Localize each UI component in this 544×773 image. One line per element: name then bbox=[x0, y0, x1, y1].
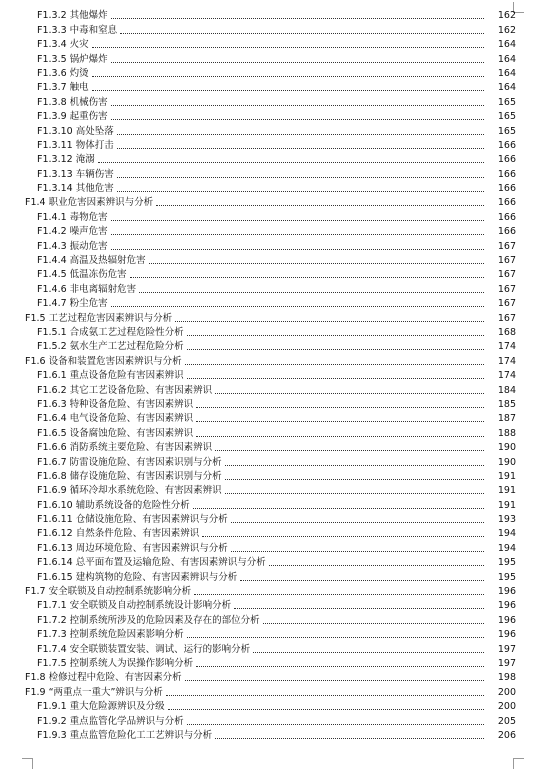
toc-entry-title: F1.9.2 重点监管化学品辨识与分析 bbox=[37, 715, 184, 727]
dot-leader bbox=[215, 738, 484, 739]
toc-entry-title: F1.3.3 中毒和窒息 bbox=[37, 24, 118, 36]
toc-entry-title: F1.3.11 物体打击 bbox=[37, 139, 114, 151]
dot-leader bbox=[234, 608, 484, 609]
toc-entry-title: F1.4.7 粉尘危害 bbox=[37, 298, 108, 310]
toc-entry[interactable] bbox=[0, 568, 544, 582]
toc-entry[interactable] bbox=[0, 511, 544, 525]
toc-entry-page-number: 164 bbox=[497, 39, 516, 51]
dot-leader bbox=[231, 522, 484, 523]
dot-leader bbox=[225, 493, 484, 494]
toc-entry-title: F1.4.6 非电离辐射危害 bbox=[37, 283, 137, 295]
toc-entry[interactable] bbox=[0, 640, 544, 654]
dot-leader bbox=[166, 695, 484, 696]
dot-leader bbox=[156, 205, 484, 206]
toc-entry[interactable] bbox=[0, 65, 544, 79]
dot-leader bbox=[98, 162, 484, 163]
dot-leader bbox=[240, 580, 484, 581]
toc-entry-title: F1.9.3 重点监管危险化工工艺辨识与分析 bbox=[37, 729, 213, 741]
toc-entry-title: F1.9.1 重大危险源辨识及分级 bbox=[37, 701, 165, 713]
toc-entry[interactable] bbox=[0, 237, 544, 251]
dot-leader bbox=[187, 724, 484, 725]
toc-entry[interactable] bbox=[0, 309, 544, 323]
toc-entry[interactable] bbox=[0, 338, 544, 352]
toc-entry[interactable] bbox=[0, 698, 544, 712]
toc-entry-page-number: 184 bbox=[497, 384, 516, 396]
toc-entry-page-number: 194 bbox=[497, 528, 516, 540]
toc-entry-page-number: 195 bbox=[497, 571, 516, 583]
toc-entry-title: F1.7.3 控制系统危险因素影响分析 bbox=[37, 629, 184, 641]
toc-entry[interactable] bbox=[0, 468, 544, 482]
toc-entry[interactable] bbox=[0, 79, 544, 93]
toc-entry[interactable] bbox=[0, 122, 544, 136]
toc-entry-page-number: 166 bbox=[497, 226, 516, 238]
toc-entry-page-number: 191 bbox=[497, 499, 516, 511]
toc-entry-page-number: 187 bbox=[497, 413, 516, 425]
dot-leader bbox=[187, 349, 484, 350]
toc-entry[interactable] bbox=[0, 453, 544, 467]
toc-entry-title: F1.4.1 毒物危害 bbox=[37, 211, 108, 223]
toc-entry[interactable] bbox=[0, 7, 544, 21]
toc-entry-title: F1.3.9 起重伤害 bbox=[37, 111, 108, 123]
toc-entry-page-number: 166 bbox=[497, 139, 516, 151]
toc-entry-title: F1.3.12 淹溺 bbox=[37, 154, 95, 166]
toc-entry-page-number: 196 bbox=[497, 629, 516, 641]
toc-entry[interactable] bbox=[0, 424, 544, 438]
toc-entry-page-number: 166 bbox=[497, 154, 516, 166]
toc-entry[interactable] bbox=[0, 223, 544, 237]
toc-entry-title: F1.3.6 灼烫 bbox=[37, 67, 89, 79]
toc-entry-page-number: 200 bbox=[497, 701, 516, 713]
toc-entry[interactable] bbox=[0, 295, 544, 309]
toc-entry-title: F1.3.2 其他爆炸 bbox=[37, 10, 108, 22]
toc-entry-title: F1.6.9 循环冷却水系统危险、有害因素辨识 bbox=[37, 485, 222, 497]
toc-entry-page-number: 191 bbox=[497, 470, 516, 482]
page-corner-mark bbox=[22, 758, 33, 769]
dot-leader bbox=[111, 234, 484, 235]
toc-entry-title: F1.3.4 火灾 bbox=[37, 39, 89, 51]
toc-entry-title: F1.6.10 辅助系统设备的危险性分析 bbox=[37, 499, 190, 511]
toc-entry[interactable] bbox=[0, 108, 544, 122]
toc-entry-page-number: 166 bbox=[497, 183, 516, 195]
toc-entry-page-number: 174 bbox=[497, 341, 516, 353]
toc-entry-page-number: 162 bbox=[497, 24, 516, 36]
dot-leader bbox=[92, 47, 484, 48]
toc-entry-page-number: 164 bbox=[497, 82, 516, 94]
toc-entry-page-number: 167 bbox=[497, 240, 516, 252]
toc-entry-page-number: 185 bbox=[497, 398, 516, 410]
toc-entry-page-number: 167 bbox=[497, 312, 516, 324]
toc-entry[interactable] bbox=[0, 352, 544, 366]
toc-entry-page-number: 165 bbox=[497, 96, 516, 108]
dot-leader bbox=[92, 90, 484, 91]
dot-leader bbox=[92, 76, 484, 77]
toc-entry-page-number: 164 bbox=[497, 53, 516, 65]
dot-leader bbox=[215, 450, 484, 451]
toc-entry-page-number: 196 bbox=[497, 586, 516, 598]
toc-entry-title: F1.6.6 消防系统主要危险、有害因素辨识 bbox=[37, 442, 213, 454]
toc-entry-title: F1.3.13 车辆伤害 bbox=[37, 168, 114, 180]
dot-leader bbox=[196, 436, 484, 437]
dot-leader bbox=[263, 623, 484, 624]
toc-entry-page-number: 191 bbox=[497, 485, 516, 497]
dot-leader bbox=[175, 321, 484, 322]
toc-entry[interactable] bbox=[0, 21, 544, 35]
table-of-contents bbox=[0, 7, 544, 741]
toc-entry-page-number: 190 bbox=[497, 456, 516, 468]
toc-entry-title: F1.5 工艺过程危害因素辨识与分析 bbox=[25, 312, 173, 324]
dot-leader bbox=[120, 33, 484, 34]
toc-entry-page-number: 190 bbox=[497, 442, 516, 454]
toc-entry-title: F1.7.1 安全联锁及自动控制系统设计影响分析 bbox=[37, 600, 232, 612]
dot-leader bbox=[196, 666, 484, 667]
toc-entry[interactable] bbox=[0, 36, 544, 50]
toc-entry[interactable] bbox=[0, 525, 544, 539]
toc-entry[interactable] bbox=[0, 165, 544, 179]
toc-entry[interactable] bbox=[0, 208, 544, 222]
toc-entry[interactable] bbox=[0, 626, 544, 640]
toc-entry-title: F1.7.4 安全联锁装置安装、调试、运行的影响分析 bbox=[37, 643, 251, 655]
toc-entry-page-number: 195 bbox=[497, 557, 516, 569]
toc-entry[interactable] bbox=[0, 252, 544, 266]
dot-leader bbox=[231, 551, 484, 552]
toc-entry-page-number: 196 bbox=[497, 614, 516, 626]
dot-leader bbox=[111, 249, 484, 250]
dot-leader bbox=[111, 105, 484, 106]
dot-leader bbox=[187, 335, 484, 336]
toc-entry-title: F1.3.14 其他危害 bbox=[37, 183, 114, 195]
toc-entry-page-number: 162 bbox=[497, 10, 516, 22]
toc-entry-title: F1.6 设备和装置危害因素辨识与分析 bbox=[25, 355, 182, 367]
toc-entry-page-number: 200 bbox=[497, 686, 516, 698]
toc-entry-title: F1.3.8 机械伤害 bbox=[37, 96, 108, 108]
toc-entry[interactable] bbox=[0, 93, 544, 107]
toc-entry[interactable] bbox=[0, 137, 544, 151]
toc-entry-page-number: 165 bbox=[497, 111, 516, 123]
toc-entry-title: F1.6.1 重点设备危险有害因素辨识 bbox=[37, 370, 184, 382]
toc-entry-title: F1.8 检修过程中危险、有害因素分析 bbox=[25, 672, 182, 684]
toc-entry[interactable] bbox=[0, 554, 544, 568]
toc-entry-title: F1.4.3 振动危害 bbox=[37, 240, 108, 252]
toc-entry-title: F1.7 安全联锁及自动控制系统影响分析 bbox=[25, 586, 192, 598]
toc-entry-title: F1.6.5 设备腐蚀危险、有害因素辨识 bbox=[37, 427, 194, 439]
toc-entry-title: F1.9 “两重点一重大”辨识与分析 bbox=[25, 686, 163, 698]
toc-entry[interactable] bbox=[0, 367, 544, 381]
toc-entry-page-number: 205 bbox=[497, 715, 516, 727]
toc-entry-page-number: 198 bbox=[497, 672, 516, 684]
dot-leader bbox=[168, 709, 484, 710]
toc-entry-page-number: 166 bbox=[497, 211, 516, 223]
toc-entry[interactable] bbox=[0, 482, 544, 496]
toc-entry-page-number: 166 bbox=[497, 197, 516, 209]
page-corner-mark bbox=[513, 758, 524, 769]
toc-entry-title: F1.5.1 合成氨工艺过程危险性分析 bbox=[37, 326, 184, 338]
dot-leader bbox=[117, 148, 484, 149]
dot-leader bbox=[202, 536, 484, 537]
toc-entry[interactable] bbox=[0, 180, 544, 194]
dot-leader bbox=[130, 277, 484, 278]
toc-entry[interactable] bbox=[0, 496, 544, 510]
toc-entry[interactable] bbox=[0, 324, 544, 338]
toc-entry-title: F1.3.5 锅炉爆炸 bbox=[37, 53, 108, 65]
toc-entry-page-number: 174 bbox=[497, 355, 516, 367]
toc-entry-title: F1.6.12 自然条件危险、有害因素辨识 bbox=[37, 528, 200, 540]
toc-entry-title: F1.6.13 周边环境危险、有害因素辨识与分析 bbox=[37, 542, 228, 554]
toc-entry-title: F1.5.2 氨水生产工艺过程危险分析 bbox=[37, 341, 184, 353]
toc-entry[interactable] bbox=[0, 583, 544, 597]
toc-entry-page-number: 194 bbox=[497, 542, 516, 554]
toc-entry-page-number: 167 bbox=[497, 255, 516, 267]
dot-leader bbox=[253, 652, 484, 653]
dot-leader bbox=[149, 263, 484, 264]
dot-leader bbox=[215, 393, 484, 394]
dot-leader bbox=[194, 594, 484, 595]
toc-entry-title: F1.7.2 控制系统所涉及的危险因素及存在的部位分析 bbox=[37, 614, 260, 626]
dot-leader bbox=[269, 565, 484, 566]
toc-entry-page-number: 165 bbox=[497, 125, 516, 137]
toc-entry-page-number: 206 bbox=[497, 729, 516, 741]
dot-leader bbox=[187, 378, 484, 379]
toc-entry-title: F1.6.11 仓储设施危险、有害因素辨识与分析 bbox=[37, 514, 228, 526]
toc-entry[interactable] bbox=[0, 439, 544, 453]
toc-entry-title: F1.3.7 触电 bbox=[37, 82, 89, 94]
toc-entry-page-number: 167 bbox=[497, 283, 516, 295]
dot-leader bbox=[185, 364, 484, 365]
toc-entry-title: F1.6.15 建构筑物的危险、有害因素辨识与分析 bbox=[37, 571, 238, 583]
toc-entry-title: F1.6.14 总平面布置及运输危险、有害因素辨识与分析 bbox=[37, 557, 266, 569]
dot-leader bbox=[139, 292, 484, 293]
toc-entry-title: F1.7.5 控制系统人为误操作影响分析 bbox=[37, 657, 194, 669]
toc-entry-title: F1.6.7 防雷设施危险、有害因素识别与分析 bbox=[37, 456, 222, 468]
toc-entry[interactable] bbox=[0, 669, 544, 683]
toc-entry-title: F1.3.10 高处坠落 bbox=[37, 125, 114, 137]
toc-entry-title: F1.4 职业危害因素辨识与分析 bbox=[25, 197, 154, 209]
dot-leader bbox=[196, 407, 484, 408]
toc-entry[interactable] bbox=[0, 266, 544, 280]
toc-entry-page-number: 166 bbox=[497, 168, 516, 180]
toc-entry-title: F1.4.5 低温冻伤危害 bbox=[37, 269, 127, 281]
toc-entry[interactable] bbox=[0, 410, 544, 424]
toc-entry-page-number: 197 bbox=[497, 643, 516, 655]
toc-entry-title: F1.6.8 储存设施危险、有害因素识别与分析 bbox=[37, 470, 222, 482]
dot-leader bbox=[225, 465, 484, 466]
dot-leader bbox=[117, 177, 484, 178]
dot-leader bbox=[111, 119, 484, 120]
dot-leader bbox=[117, 191, 484, 192]
toc-entry[interactable] bbox=[0, 727, 544, 741]
dot-leader bbox=[117, 134, 484, 135]
toc-entry[interactable] bbox=[0, 381, 544, 395]
toc-entry-page-number: 193 bbox=[497, 514, 516, 526]
toc-entry[interactable] bbox=[0, 683, 544, 697]
toc-entry-page-number: 197 bbox=[497, 657, 516, 669]
toc-entry-page-number: 196 bbox=[497, 600, 516, 612]
dot-leader bbox=[111, 18, 484, 19]
dot-leader bbox=[111, 306, 484, 307]
dot-leader bbox=[111, 62, 484, 63]
toc-entry-page-number: 167 bbox=[497, 269, 516, 281]
toc-entry[interactable] bbox=[0, 396, 544, 410]
toc-entry[interactable] bbox=[0, 712, 544, 726]
dot-leader bbox=[193, 508, 484, 509]
dot-leader bbox=[225, 479, 484, 480]
toc-entry[interactable] bbox=[0, 597, 544, 611]
toc-entry[interactable] bbox=[0, 151, 544, 165]
toc-entry-title: F1.6.4 电气设备危险、有害因素辨识 bbox=[37, 413, 194, 425]
dot-leader bbox=[111, 220, 484, 221]
toc-entry-page-number: 168 bbox=[497, 326, 516, 338]
toc-entry[interactable] bbox=[0, 280, 544, 294]
dot-leader bbox=[185, 680, 484, 681]
toc-entry-page-number: 188 bbox=[497, 427, 516, 439]
toc-entry[interactable] bbox=[0, 194, 544, 208]
toc-entry[interactable] bbox=[0, 655, 544, 669]
toc-entry-title: F1.4.2 噪声危害 bbox=[37, 226, 108, 238]
toc-entry-page-number: 167 bbox=[497, 298, 516, 310]
toc-entry[interactable] bbox=[0, 50, 544, 64]
dot-leader bbox=[187, 637, 484, 638]
toc-entry-title: F1.6.2 其它工艺设备危险、有害因素辨识 bbox=[37, 384, 213, 396]
toc-entry-page-number: 164 bbox=[497, 67, 516, 79]
dot-leader bbox=[196, 421, 484, 422]
toc-entry[interactable] bbox=[0, 611, 544, 625]
toc-entry-title: F1.4.4 高温及热辐射危害 bbox=[37, 255, 146, 267]
toc-entry[interactable] bbox=[0, 539, 544, 553]
toc-entry-page-number: 174 bbox=[497, 370, 516, 382]
toc-entry-title: F1.6.3 特种设备危险、有害因素辨识 bbox=[37, 398, 194, 410]
